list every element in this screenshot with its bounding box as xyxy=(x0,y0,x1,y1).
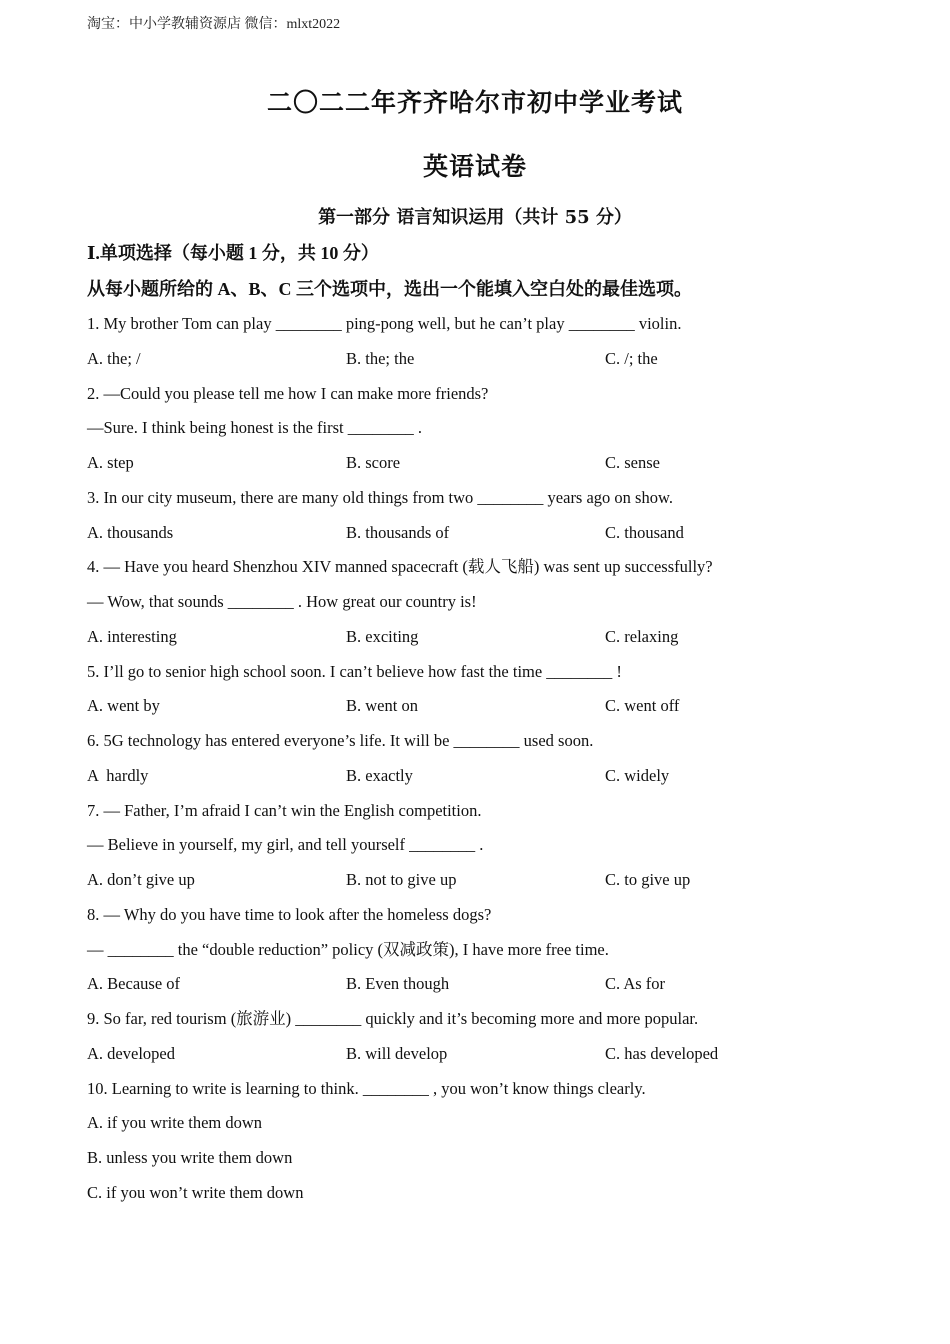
question-stem: 8. — Why do you have time to look after the homeless dogs? xyxy=(87,904,492,924)
exam-title: 二〇二二年齐齐哈尔市初中学业考试 xyxy=(266,88,683,117)
question-stem: 2. —Could you please tell me how I can make more friends? xyxy=(87,383,489,403)
question-stem: 7. — Father, I’m afraid I can’t win the English competition. xyxy=(87,800,482,820)
option-a: A. don’t give up xyxy=(87,870,195,889)
option-a: A. interesting xyxy=(87,626,177,646)
question-stem-reply: — ________ the “double reduction” policy (双减政策), I have more free time. xyxy=(87,939,609,959)
option-row xyxy=(87,625,887,660)
option-a: A. went by xyxy=(87,696,160,716)
option-b: B. the; the xyxy=(346,348,415,368)
option-c: C. has developed xyxy=(605,1043,719,1063)
question-stem: 10. Learning to write is learning to think. ________ , you won’t know things clearly. xyxy=(87,1078,646,1098)
header-note: 淘宝：中小学教辅资源店 微信：mlxt2022 xyxy=(87,17,341,32)
option-row xyxy=(87,764,887,799)
option-b: B. Even though xyxy=(346,974,450,994)
option-c: C. went off xyxy=(605,696,680,716)
option-b: B. exactly xyxy=(346,765,413,785)
option-c: C. relaxing xyxy=(605,626,679,646)
option-b: B. went on xyxy=(346,696,418,716)
option-c: C. thousand xyxy=(605,522,684,542)
question-stem-reply: — Believe in yourself, my girl, and tell yourself ________ . xyxy=(87,835,484,855)
option-c: C. widely xyxy=(605,765,670,785)
option-b: B. will develop xyxy=(346,1043,448,1063)
option-b: B. not to give up xyxy=(346,870,457,889)
question-stem: 9. So far, red tourism (旅游业) ________ quickly and it’s becoming more and more popular. xyxy=(87,1009,699,1028)
option-a: A. Because of xyxy=(87,974,181,994)
option-row xyxy=(87,521,887,556)
option-row xyxy=(87,347,887,382)
option-b: B. score xyxy=(346,453,401,472)
question-stem-reply: —Sure. I think being honest is the first ________ . xyxy=(87,418,423,438)
option-c: C. to give up xyxy=(605,870,691,889)
option-b: B. exciting xyxy=(346,626,419,646)
instruction: 从每小题所给的 A、B、C 三个选项中，选出一个能填入空白处的最佳选项。 xyxy=(87,279,693,299)
question-stem: 3. In our city museum, there are many old things from two ________ years ago on show. xyxy=(87,487,673,507)
section-title: Ⅰ.单项选择（每小题 1 分，共 10 分） xyxy=(87,243,379,263)
option-c: C. /; the xyxy=(605,348,658,368)
option-c: C. sense xyxy=(605,453,660,472)
option-a: A. if you write them down xyxy=(87,1113,263,1133)
option-row xyxy=(87,451,887,486)
option-a: A. developed xyxy=(87,1043,175,1063)
option-a: A. step xyxy=(87,453,134,472)
subject-title: 英语试卷 xyxy=(422,152,527,181)
option-a: A. thousands xyxy=(87,522,174,542)
option-row xyxy=(87,694,887,729)
option-a: A. the; / xyxy=(87,348,141,368)
option-c: C. As for xyxy=(605,974,666,994)
question-stem: 6. 5G technology has entered everyone’s life. It will be ________ used soon. xyxy=(87,731,594,750)
option-row xyxy=(87,868,887,903)
option-c: C. if you won’t write them down xyxy=(87,1182,304,1202)
part-title: 第一部分 语言知识运用（共计 55 分） xyxy=(318,207,632,228)
question-stem: 1. My brother Tom can play ________ ping-pong well, but he can’t play ________ violin. xyxy=(87,314,682,333)
question-stem-reply: — Wow, that sounds ________ . How great our country is! xyxy=(87,592,477,611)
option-row xyxy=(87,1042,887,1077)
option-row xyxy=(87,972,887,1007)
question-list xyxy=(87,312,887,1216)
option-b: B. thousands of xyxy=(346,522,450,542)
option-a: A hardly xyxy=(87,765,149,785)
question-stem: 5. I’ll go to senior high school soon. I can’t believe how fast the time ________ ! xyxy=(87,661,622,681)
question-stem: 4. — Have you heard Shenzhou XIV manned spacecraft (载人飞船) was sent up successfully? xyxy=(87,557,713,577)
option-b: B. unless you write them down xyxy=(87,1148,293,1167)
